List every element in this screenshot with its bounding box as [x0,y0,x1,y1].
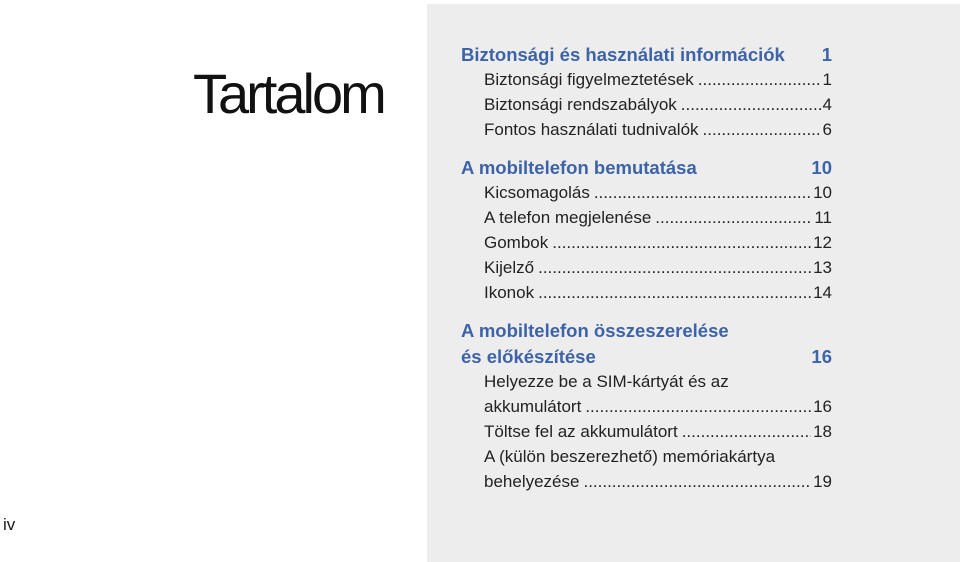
toc-entry[interactable] [484,206,832,231]
toc-entry-label-line1: A (külön beszerezhető) memóriakártya [484,446,776,466]
toc-entry-label: Kijelző [484,257,535,277]
toc-section-heading[interactable] [461,155,832,181]
toc-entry[interactable] [484,281,832,306]
toc-entry-label: Biztonsági rendszabályok [484,94,677,114]
toc-section-title-line1: A mobiltelefon összeszerelése [461,320,729,342]
toc-entry[interactable] [484,231,832,256]
toc-entry[interactable] [484,370,832,420]
toc-leader-dots [681,93,821,118]
toc-entry-page: 10 [813,183,832,203]
toc-section-page: 10 [811,157,832,179]
toc-leader-dots [585,395,811,420]
toc-section-page: 16 [811,346,832,368]
toc-section [461,42,832,142]
toc-section-title-line2: és előkészítése [461,346,596,368]
toc-leader-dots [655,206,812,231]
toc-entry-label: Kicsomagolás [484,183,590,203]
toc-entry-label-line1: Helyezze be a SIM-kártyát és az [484,372,729,392]
toc-leader-dots [594,181,811,206]
toc-entry[interactable] [484,68,832,93]
toc-entry[interactable] [484,118,832,143]
toc-section-title [461,318,729,370]
toc-entry-label: A telefon megjelenése [484,208,652,228]
toc-entry-page: 6 [822,119,832,139]
toc-section-heading[interactable] [461,42,832,68]
toc-entry-page: 1 [822,70,832,89]
toc-leader-dots [682,420,811,445]
toc-entry[interactable] [484,256,832,281]
page-number: iv [3,515,16,534]
toc-section-title: A mobiltelefon bemutatása [461,157,697,179]
toc-entry-page: 16 [813,397,832,417]
toc-entry-label-line2: akkumulátort [484,397,582,417]
toc-entry-page: 4 [822,94,832,114]
toc-entry-label: Töltse fel az akkumulátort [484,421,678,441]
page-title: Tartalom [193,62,384,125]
toc-section [461,155,832,305]
toc-leader-dots [538,256,811,281]
toc-leader-dots [583,470,811,495]
toc-leader-dots [552,231,811,256]
toc-section-page: 1 [821,44,832,65]
toc-leader-dots [703,118,821,143]
toc-entry-page: 14 [813,282,832,302]
toc-entry-page: 18 [813,421,832,441]
toc-entry-page: 11 [814,208,832,228]
toc-leader-dots [698,68,821,93]
toc-entry[interactable] [484,420,832,445]
toc-entry-label: Ikonok [484,282,535,302]
toc-entry[interactable] [484,181,832,206]
toc-section [461,318,832,494]
table-of-contents [461,42,832,507]
toc-entry[interactable] [484,93,832,118]
toc-entry-page: 13 [813,257,832,277]
toc-entry-label: Gombok [484,232,549,252]
toc-entry[interactable] [484,445,832,495]
toc-panel [427,4,960,562]
toc-section-heading[interactable] [461,318,832,370]
toc-entry-label: Fontos használati tudnivalók [484,119,699,139]
toc-entry-page: 19 [813,471,832,491]
toc-entry-page: 12 [813,232,832,252]
toc-leader-dots [538,281,811,306]
toc-entry-label: Biztonsági figyelmeztetések [484,70,694,89]
toc-entry-label-line2: behelyezése [484,471,580,491]
toc-section-title: Biztonsági és használati információk [461,44,785,65]
